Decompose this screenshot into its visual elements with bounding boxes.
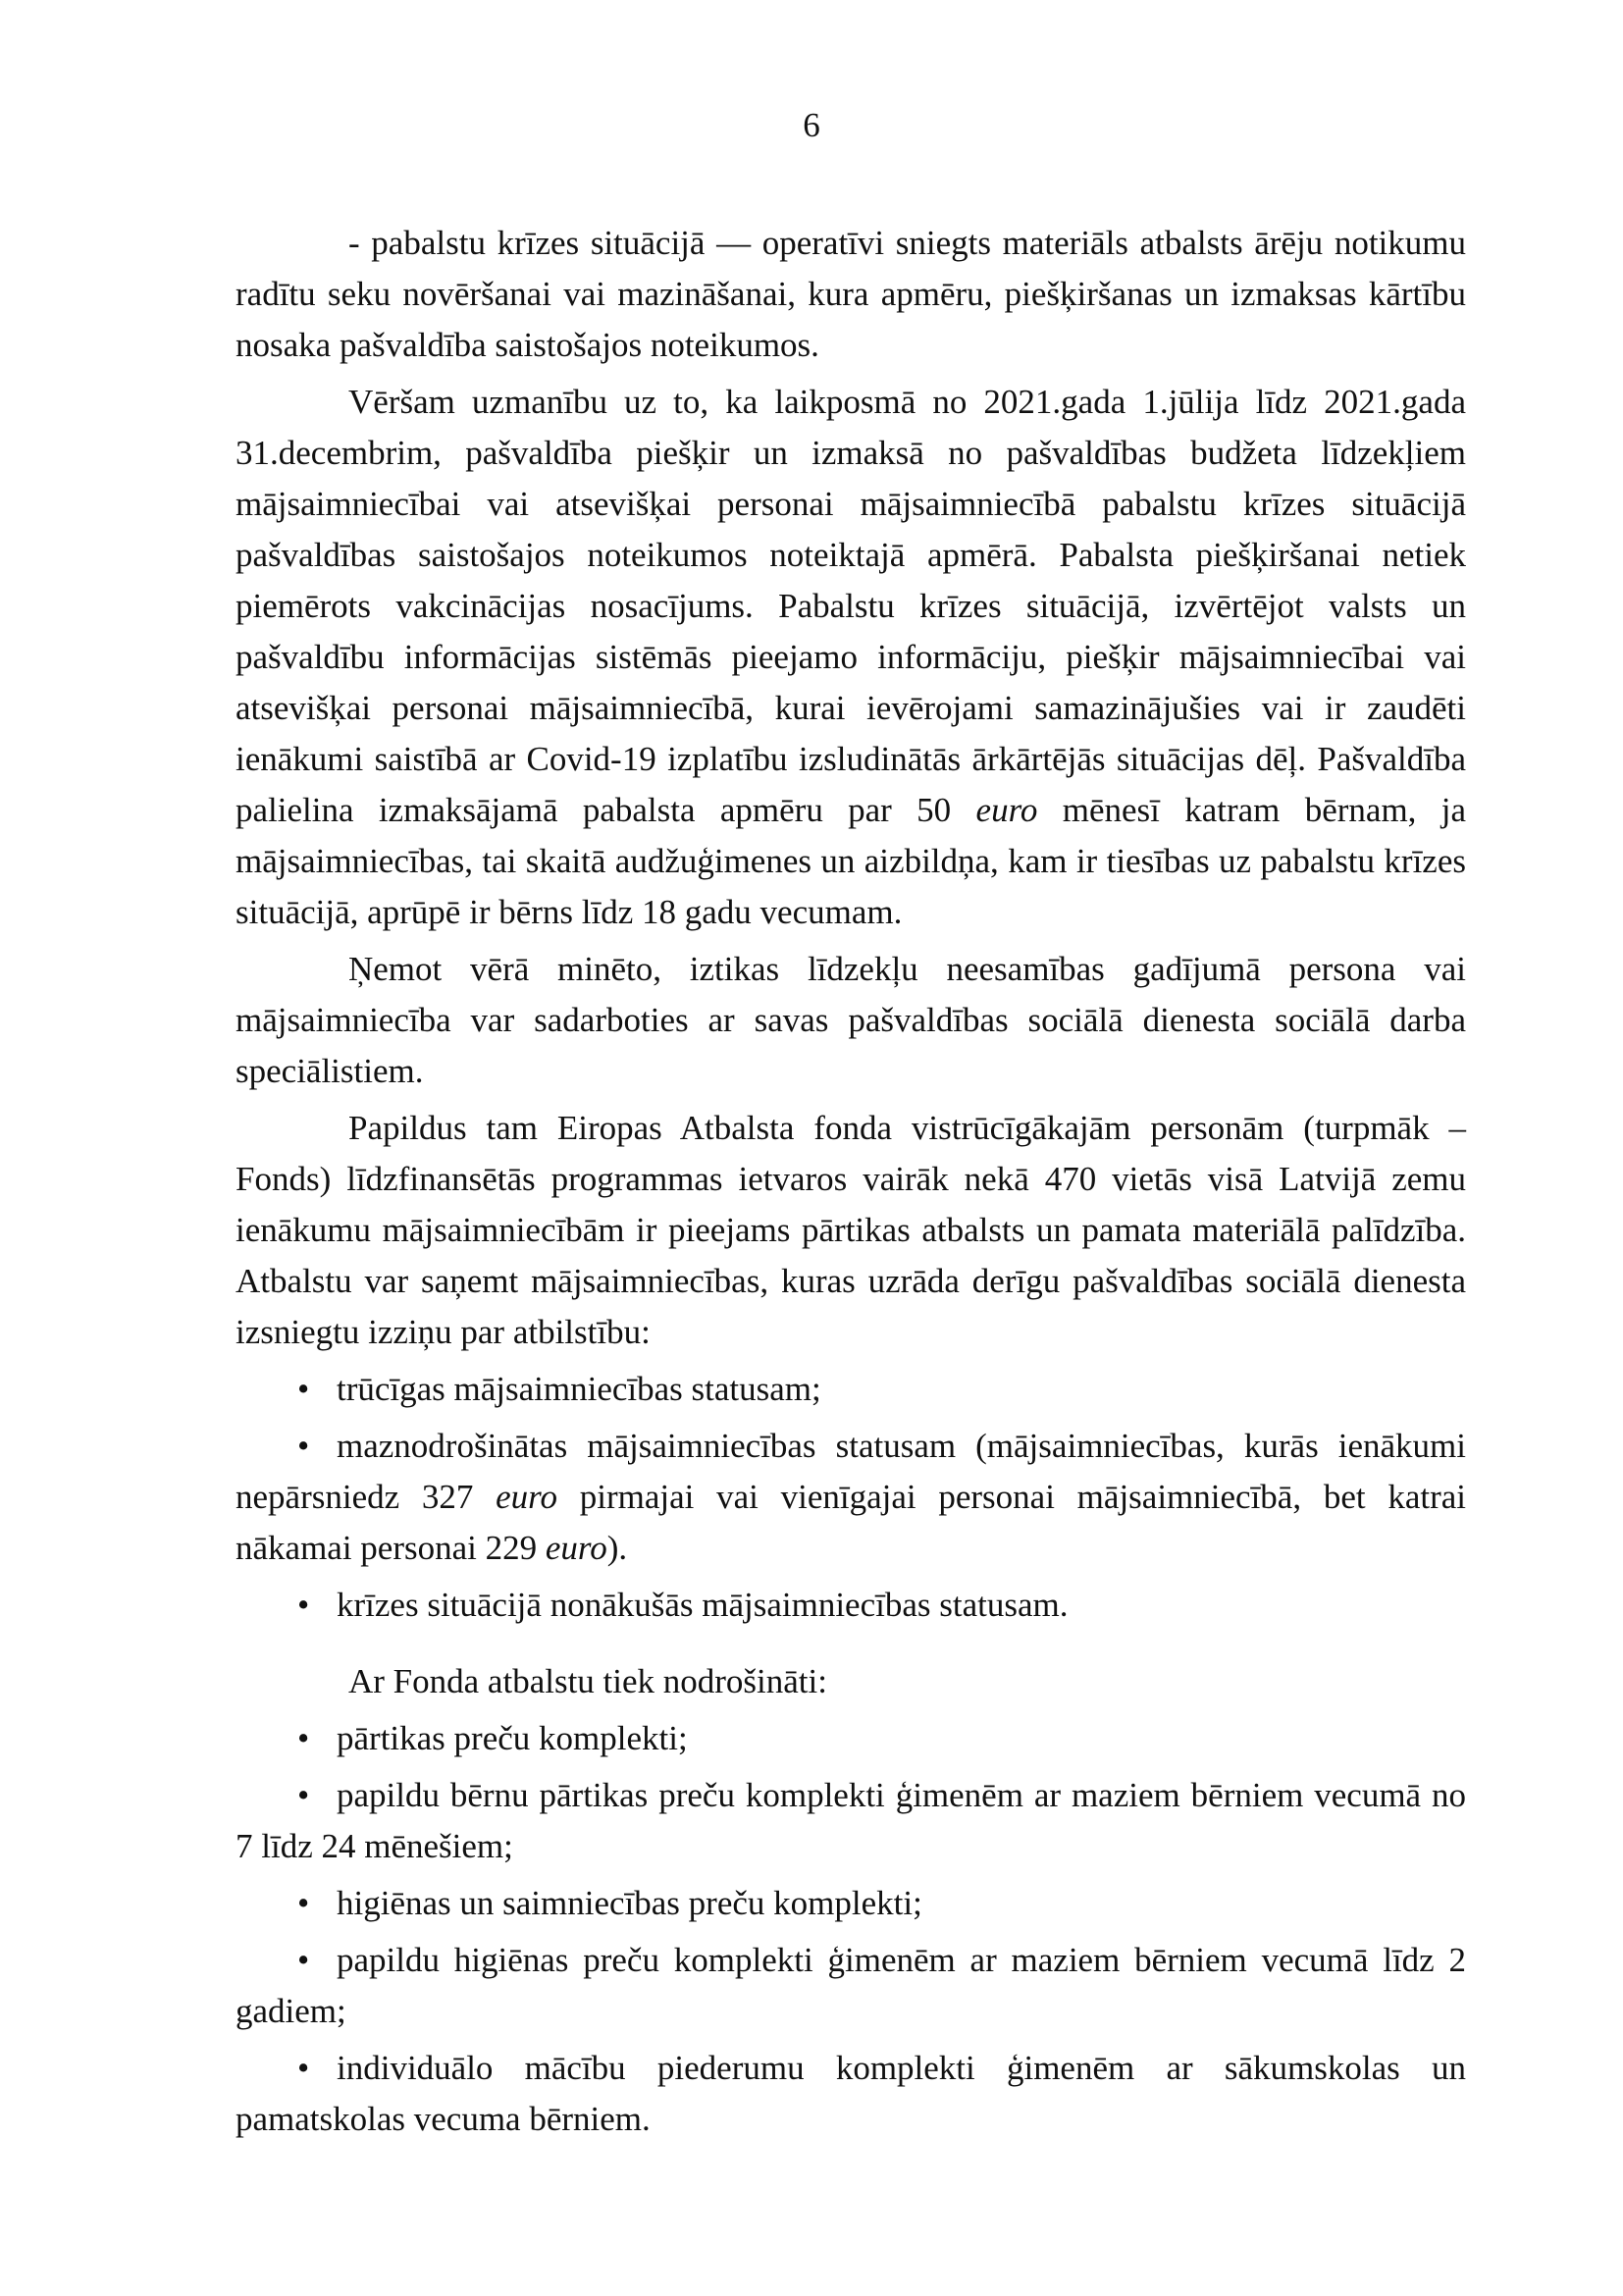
page-number: 6 [803,106,820,144]
list-item-text: higiēnas un saimniecības preču komplekti; [337,1884,922,1922]
list-item-text: ). [606,1529,628,1567]
provided-list [236,1713,1466,2145]
euro-term: euro [545,1529,607,1567]
list-item-text: pirmajai vai vienīgajai personai mājsaimniecībā, bet katrai nākamai personai 229 [236,1478,1466,1567]
list-item-text: papildu bērnu pārtikas preču komplekti ģimenēm ar maziem bērniem vecumā no 7 līdz 24 mēnešiem; [236,1776,1466,1865]
covid-paragraph-text-2: mēnesī katram bērnam, ja mājsaimniecības, tai skaitā audžuģimenes un aizbildņa, kam ir tiesības uz pabalstu krīzes situācijā, aprūpē ir bērns līdz 18 gadu vecumam. [236,791,1467,931]
provided-heading: Ar Fonda atbalstu tiek nodrošināti: [348,1662,827,1700]
covid-paragraph-text-1: Vēršam uzmanību uz to, ka laikposmā no 2021.gada 1.jūlija līdz 2021.gada 31.decembrim, pašvaldība piešķir un izmaksā no pašvaldības budžeta līdzekļiem mājsaimniecībai vai atsevišķai personai mājsaimniecībā pabalstu krīzes situācijā pašvaldības saistošajos noteikumos noteiktajā apmērā. Pabalsta piešķiršanai netiek piemērots vakcinācijas nosacījums. Pabalstu krīzes situācijā, izvērtējot valsts un pašvaldību informācijas sistēmās pieejamo informāciju, piešķir mājsaimniecībai vai atsevišķai personai mājsaimniecībā, kurai ievērojami samazinājušies vai ir zaudēti ienākumi saistībā ar Covid-19 izplatību izsludinātās ārkārtējās situācijas dēļ. Pašvaldība palielina izmaksājamā pabalsta apmēru par 50 [236,383,1466,829]
fund-paragraph: Papildus tam Eiropas Atbalsta fonda vistrūcīgākajām personām (turpmāk – Fonds) līdzfinansētās programmas ietvaros vairāk nekā 470 vietās visā Latvijā zemu ienākumu mājsaimniecībām ir pieejams pārtikas atbalsts un pamata materiālā palīdzība. Atbalstu var saņemt mājsaimniecības, kuras uzrāda derīgu pašvaldības sociālā dienesta izsniegtu izziņu par atbilstību: [236,1109,1466,1351]
list-item-text: maznodrošinātas mājsaimniecības statusam (mājsaimniecības, kurās ienākumi nepārsniedz 327 [236,1427,1466,1516]
list-item-text: krīzes situācijā nonākušās mājsaimniecības statusam. [337,1586,1069,1624]
list-item [236,1421,1466,1574]
list-item-text: pārtikas preču komplekti; [337,1719,688,1757]
covid-benefit-paragraph [236,377,1466,938]
bullet-icon: • [297,1719,310,1757]
bullet-icon: • [297,1370,310,1408]
list-item [236,1580,1466,1631]
bullet-icon: • [297,1941,310,1979]
intro-paragraph: - pabalstu krīzes situācijā — operatīvi sniegts materiāls atbalsts ārēju notikumu radītu seku novēršanai vai mazināšanai, kura apmēru, piešķiršanas un izmaksas kārtību nosaka pašvaldība saistošajos noteikumos. [236,224,1466,364]
list-item [236,1713,1466,1764]
euro-term: euro [496,1478,557,1516]
list-item-text: papildu higiēnas preču komplekti ģimenēm ar maziem bērniem vecumā līdz 2 gadiem; [236,1941,1466,2030]
bullet-icon: • [297,1427,310,1465]
document-body [236,218,1466,2145]
list-item [236,1770,1466,1872]
status-list [236,1364,1466,1631]
list-item-text: individuālo mācību piederumu komplekti ģimenēm ar sākumskolas un pamatskolas vecuma bērniem. [236,2049,1466,2138]
social-service-paragraph: Ņemot vērā minēto, iztikas līdzekļu neesamības gadījumā persona vai mājsaimniecība var sadarboties ar savas pašvaldības sociālā dienesta sociālā darba speciālistiem. [236,950,1466,1090]
list-item [236,1364,1466,1415]
bullet-icon: • [297,1776,310,1814]
list-item [236,1878,1466,1929]
list-item [236,2043,1466,2145]
bullet-icon: • [297,1586,310,1624]
list-item-text: trūcīgas mājsaimniecības statusam; [337,1370,821,1408]
bullet-icon: • [297,2049,310,2087]
euro-term: euro [975,791,1038,829]
bullet-icon: • [297,1884,310,1922]
list-item [236,1935,1466,2037]
